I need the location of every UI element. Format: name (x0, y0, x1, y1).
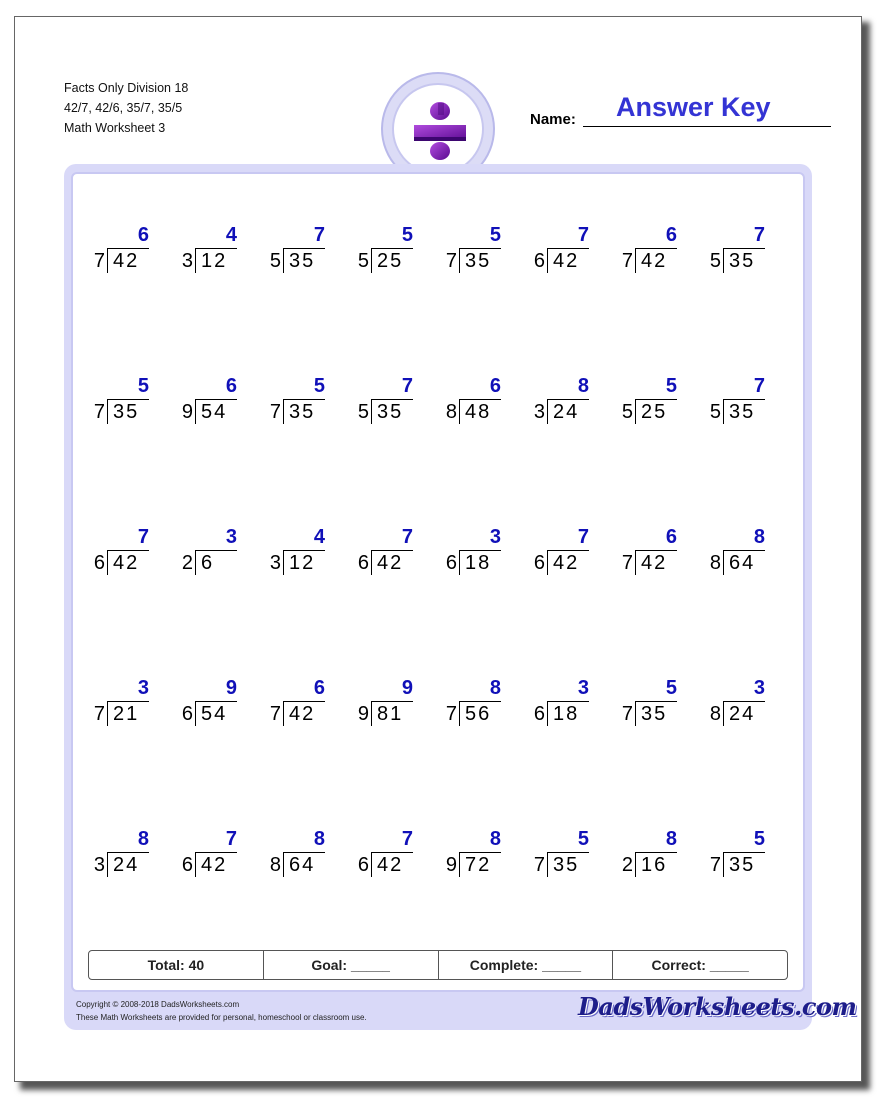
problem-divisor: 7 (269, 401, 281, 423)
division-bar (283, 550, 325, 551)
division-bracket (547, 249, 548, 273)
division-bracket (283, 249, 284, 273)
division-bar (635, 852, 677, 853)
problem-frame (64, 164, 812, 1030)
division-bar (723, 399, 765, 400)
problem-divisor: 6 (357, 854, 369, 876)
division-problem (529, 677, 609, 737)
division-bracket (635, 249, 636, 273)
division-problem (353, 677, 433, 737)
complete-cell[interactable]: Complete: _____ (439, 951, 614, 979)
problem-dividend: 24 (553, 401, 580, 423)
division-problem (177, 224, 257, 284)
problem-answer: 8 (489, 677, 501, 699)
division-bracket (283, 400, 284, 424)
usage-notice: These Math Worksheets are provided for personal, homeschool or classroom use. (76, 1013, 367, 1022)
division-problem (177, 526, 257, 586)
problem-dividend: 35 (729, 250, 756, 272)
division-bar (371, 399, 413, 400)
problem-dividend: 54 (201, 703, 228, 725)
problem-answer: 6 (665, 526, 677, 548)
problem-divisor: 9 (357, 703, 369, 725)
problem-divisor: 7 (621, 250, 633, 272)
problem-dividend: 35 (553, 854, 580, 876)
problem-answer: 8 (753, 526, 765, 548)
problem-dividend: 35 (113, 401, 140, 423)
problem-dividend: 12 (289, 552, 316, 574)
division-bar (371, 248, 413, 249)
division-problem (89, 526, 169, 586)
problem-area (71, 172, 805, 992)
problem-answer: 7 (225, 828, 237, 850)
division-bracket (107, 551, 108, 575)
division-problem (177, 375, 257, 435)
problem-answer: 4 (313, 526, 325, 548)
division-problem (617, 375, 697, 435)
division-bracket (195, 400, 196, 424)
division-problem (617, 828, 697, 888)
problem-dividend: 54 (201, 401, 228, 423)
problem-dividend: 35 (729, 854, 756, 876)
problem-divisor: 7 (269, 703, 281, 725)
problem-answer: 7 (753, 375, 765, 397)
division-bar (635, 399, 677, 400)
problem-divisor: 6 (93, 552, 105, 574)
problem-answer: 3 (225, 526, 237, 548)
problem-answer: 8 (137, 828, 149, 850)
problem-answer: 8 (489, 828, 501, 850)
division-bracket (283, 853, 284, 877)
division-bracket (547, 551, 548, 575)
answer-key-label: Answer Key (616, 92, 771, 122)
problem-answer: 6 (225, 375, 237, 397)
division-problem (441, 375, 521, 435)
division-bar (547, 550, 589, 551)
problem-divisor: 3 (181, 250, 193, 272)
division-bracket (283, 702, 284, 726)
division-problem (353, 526, 433, 586)
division-bracket (371, 853, 372, 877)
problem-answer: 3 (577, 677, 589, 699)
division-bar (371, 701, 413, 702)
division-problem (265, 375, 345, 435)
division-bar (723, 701, 765, 702)
problem-divisor: 6 (533, 552, 545, 574)
problem-divisor: 2 (181, 552, 193, 574)
division-bar (195, 852, 237, 853)
division-bar (459, 701, 501, 702)
total-cell: Total: 40 (89, 951, 264, 979)
problem-dividend: 35 (289, 401, 316, 423)
problem-dividend: 25 (641, 401, 668, 423)
problem-dividend: 6 (201, 552, 215, 574)
problem-dividend: 48 (465, 401, 492, 423)
division-bar (107, 701, 149, 702)
problem-divisor: 7 (533, 854, 545, 876)
problem-dividend: 42 (289, 703, 316, 725)
problem-answer: 6 (137, 224, 149, 246)
problem-divisor: 6 (181, 854, 193, 876)
division-bar (107, 550, 149, 551)
division-bracket (107, 249, 108, 273)
problem-divisor: 6 (533, 250, 545, 272)
problem-divisor: 5 (621, 401, 633, 423)
division-bracket (283, 551, 284, 575)
division-bracket (723, 853, 724, 877)
division-problem (177, 828, 257, 888)
division-bar (371, 550, 413, 551)
division-problem (617, 677, 697, 737)
division-bar (195, 399, 237, 400)
problem-dividend: 16 (641, 854, 668, 876)
problem-answer: 5 (665, 677, 677, 699)
division-bar (283, 248, 325, 249)
problem-dividend: 25 (377, 250, 404, 272)
problem-divisor: 5 (357, 401, 369, 423)
problem-answer: 6 (489, 375, 501, 397)
division-bar (195, 248, 237, 249)
division-bracket (195, 853, 196, 877)
score-bar (88, 950, 788, 980)
division-problem (89, 375, 169, 435)
problem-divisor: 7 (709, 854, 721, 876)
problem-divisor: 7 (445, 703, 457, 725)
problem-dividend: 18 (465, 552, 492, 574)
division-problem (265, 828, 345, 888)
division-bar (723, 852, 765, 853)
problem-divisor: 9 (181, 401, 193, 423)
division-bar (459, 852, 501, 853)
problem-dividend: 35 (465, 250, 492, 272)
division-bracket (371, 400, 372, 424)
division-bracket (195, 551, 196, 575)
problem-divisor: 5 (709, 250, 721, 272)
problem-answer: 7 (401, 828, 413, 850)
division-bar (547, 248, 589, 249)
division-problem (705, 677, 785, 737)
problem-dividend: 42 (641, 250, 668, 272)
division-problem (265, 224, 345, 284)
problem-answer: 5 (313, 375, 325, 397)
division-bracket (723, 702, 724, 726)
division-bracket (459, 702, 460, 726)
division-bar (107, 248, 149, 249)
division-bracket (371, 702, 372, 726)
problem-dividend: 72 (465, 854, 492, 876)
division-bar (283, 399, 325, 400)
problem-answer: 6 (665, 224, 677, 246)
division-symbol-icon (414, 101, 466, 161)
division-bar (459, 248, 501, 249)
division-bracket (547, 702, 548, 726)
problem-answer: 7 (577, 224, 589, 246)
problem-dividend: 42 (201, 854, 228, 876)
division-problem (705, 526, 785, 586)
division-problem (441, 828, 521, 888)
division-problem (89, 828, 169, 888)
division-bar (635, 248, 677, 249)
problem-divisor: 7 (621, 552, 633, 574)
problem-divisor: 7 (93, 250, 105, 272)
problem-answer: 5 (489, 224, 501, 246)
problem-divisor: 2 (621, 854, 633, 876)
problem-answer: 7 (137, 526, 149, 548)
division-problem (529, 526, 609, 586)
division-bracket (723, 249, 724, 273)
problem-divisor: 7 (621, 703, 633, 725)
problem-divisor: 5 (357, 250, 369, 272)
problem-dividend: 64 (289, 854, 316, 876)
problem-answer: 7 (753, 224, 765, 246)
division-problem (265, 677, 345, 737)
division-bracket (195, 702, 196, 726)
division-bracket (459, 551, 460, 575)
division-bar (107, 399, 149, 400)
division-bar (547, 852, 589, 853)
division-problem (705, 828, 785, 888)
problem-answer: 5 (577, 828, 589, 850)
division-bar (195, 550, 237, 551)
division-bar (371, 852, 413, 853)
problem-divisor: 8 (445, 401, 457, 423)
problem-divisor: 3 (93, 854, 105, 876)
division-bar (547, 701, 589, 702)
problem-answer: 7 (313, 224, 325, 246)
logo-inner (392, 83, 484, 175)
division-problem (705, 224, 785, 284)
problem-dividend: 12 (201, 250, 228, 272)
division-bracket (723, 400, 724, 424)
problem-answer: 8 (665, 828, 677, 850)
division-problem (353, 224, 433, 284)
worksheet-number: Math Worksheet 3 (64, 121, 166, 135)
problem-dividend: 42 (377, 854, 404, 876)
division-problem (353, 375, 433, 435)
division-problem (353, 828, 433, 888)
division-problem (529, 375, 609, 435)
division-problem (441, 526, 521, 586)
division-bar (107, 852, 149, 853)
problem-dividend: 64 (729, 552, 756, 574)
problem-divisor: 6 (533, 703, 545, 725)
division-bracket (459, 400, 460, 424)
division-problem (529, 828, 609, 888)
problem-answer: 5 (401, 224, 413, 246)
division-bracket (547, 853, 548, 877)
division-problem (441, 224, 521, 284)
division-problem (177, 677, 257, 737)
division-bar (635, 550, 677, 551)
worksheet-info (64, 78, 188, 138)
correct-cell[interactable]: Correct: _____ (651, 957, 749, 973)
division-bracket (547, 400, 548, 424)
problem-divisor: 8 (709, 552, 721, 574)
division-bracket (635, 702, 636, 726)
division-problem (617, 224, 697, 284)
division-bracket (107, 400, 108, 424)
problem-dividend: 42 (553, 250, 580, 272)
problem-dividend: 35 (289, 250, 316, 272)
problem-dividend: 42 (641, 552, 668, 574)
problem-answer: 7 (401, 375, 413, 397)
problem-answer: 8 (577, 375, 589, 397)
problem-divisor: 6 (357, 552, 369, 574)
division-bracket (635, 853, 636, 877)
copyright-text: Copyright © 2008-2018 DadsWorksheets.com (76, 1000, 240, 1009)
division-bar (635, 701, 677, 702)
problem-divisor: 9 (445, 854, 457, 876)
problem-divisor: 7 (93, 703, 105, 725)
division-bracket (635, 400, 636, 424)
problem-divisor: 7 (445, 250, 457, 272)
division-bar (283, 852, 325, 853)
problem-divisor: 5 (709, 401, 721, 423)
problem-answer: 5 (665, 375, 677, 397)
division-bracket (195, 249, 196, 273)
division-bar (459, 550, 501, 551)
division-problem (529, 224, 609, 284)
problem-divisor: 8 (269, 854, 281, 876)
division-bracket (459, 249, 460, 273)
problem-divisor: 3 (269, 552, 281, 574)
problem-dividend: 42 (377, 552, 404, 574)
division-bracket (371, 249, 372, 273)
problem-dividend: 35 (377, 401, 404, 423)
problem-answer: 5 (137, 375, 149, 397)
division-problem (617, 526, 697, 586)
problem-divisor: 3 (533, 401, 545, 423)
division-bracket (723, 551, 724, 575)
division-bracket (107, 702, 108, 726)
brand-logo: DadsWorksheets.com (578, 992, 857, 1021)
problem-dividend: 81 (377, 703, 404, 725)
problem-divisor: 6 (181, 703, 193, 725)
problem-dividend: 42 (113, 250, 140, 272)
problem-answer: 9 (225, 677, 237, 699)
problem-divisor: 5 (269, 250, 281, 272)
problem-answer: 5 (753, 828, 765, 850)
problem-dividend: 56 (465, 703, 492, 725)
problem-answer: 7 (401, 526, 413, 548)
problem-answer: 4 (225, 224, 237, 246)
division-bar (723, 550, 765, 551)
division-bar (547, 399, 589, 400)
division-bracket (107, 853, 108, 877)
name-label: Name: (530, 111, 576, 128)
problem-dividend: 35 (729, 401, 756, 423)
problem-dividend: 24 (113, 854, 140, 876)
problem-divisor: 7 (93, 401, 105, 423)
division-bracket (371, 551, 372, 575)
problem-divisor: 6 (445, 552, 457, 574)
division-bracket (635, 551, 636, 575)
division-problem (705, 375, 785, 435)
problem-answer: 6 (313, 677, 325, 699)
problem-divisor: 8 (709, 703, 721, 725)
division-problem (89, 224, 169, 284)
problem-answer: 8 (313, 828, 325, 850)
worksheet-subtitle: 42/7, 42/6, 35/7, 35/5 (64, 101, 183, 115)
division-bar (195, 701, 237, 702)
name-line[interactable] (583, 126, 831, 127)
division-bar (283, 701, 325, 702)
division-bar (459, 399, 501, 400)
problem-answer: 3 (489, 526, 501, 548)
division-problem (265, 526, 345, 586)
division-problem (441, 677, 521, 737)
problem-dividend: 42 (553, 552, 580, 574)
footer-text (76, 998, 367, 1024)
problem-dividend: 18 (553, 703, 580, 725)
problem-dividend: 24 (729, 703, 756, 725)
problem-dividend: 42 (113, 552, 140, 574)
problem-answer: 7 (577, 526, 589, 548)
problem-answer: 9 (401, 677, 413, 699)
problem-answer: 3 (753, 677, 765, 699)
division-bar (723, 248, 765, 249)
worksheet-title: Facts Only Division 18 (64, 81, 189, 95)
goal-cell[interactable]: Goal: _____ (264, 951, 439, 979)
division-problem (89, 677, 169, 737)
problem-dividend: 35 (641, 703, 668, 725)
problem-dividend: 21 (113, 703, 140, 725)
problem-answer: 3 (137, 677, 149, 699)
division-bracket (459, 853, 460, 877)
